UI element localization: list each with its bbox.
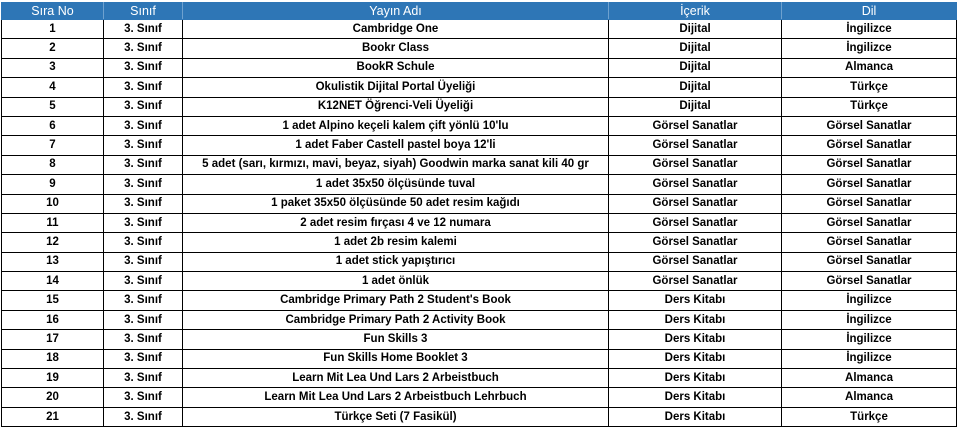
cell-icerik: Ders Kitabı (609, 369, 782, 388)
cell-sira-no: 18 (2, 349, 104, 368)
cell-sira-no: 3 (2, 58, 104, 77)
cell-sinif: 3. Sınıf (104, 233, 183, 252)
cell-dil: İngilizce (782, 310, 957, 329)
table-header (2, 3, 957, 20)
cell-yayin-adi: Okulistik Dijital Portal Üyeliği (183, 78, 609, 97)
table-body (2, 20, 957, 427)
cell-sira-no: 20 (2, 388, 104, 407)
table-row (2, 194, 957, 213)
cell-dil: İngilizce (782, 39, 957, 58)
cell-icerik: Ders Kitabı (609, 310, 782, 329)
cell-icerik: Görsel Sanatlar (609, 213, 782, 232)
cell-icerik: Ders Kitabı (609, 330, 782, 349)
cell-dil: Görsel Sanatlar (782, 272, 957, 291)
cell-dil: Görsel Sanatlar (782, 175, 957, 194)
column-header-dil: Dil (782, 3, 957, 20)
cell-dil: Görsel Sanatlar (782, 213, 957, 232)
cell-sinif: 3. Sınıf (104, 175, 183, 194)
cell-icerik: Dijital (609, 78, 782, 97)
cell-sira-no: 1 (2, 20, 104, 39)
cell-sira-no: 13 (2, 252, 104, 271)
table-row (2, 369, 957, 388)
cell-icerik: Dijital (609, 20, 782, 39)
cell-yayin-adi: 1 adet 35x50 ölçüsünde tuval (183, 175, 609, 194)
cell-icerik: Dijital (609, 97, 782, 116)
cell-sira-no: 4 (2, 78, 104, 97)
table-row (2, 407, 957, 426)
cell-yayin-adi: Learn Mit Lea Und Lars 2 Arbeistbuch Lehrbuch (183, 388, 609, 407)
cell-yayin-adi: Fun Skills 3 (183, 330, 609, 349)
cell-yayin-adi: BookR Schule (183, 58, 609, 77)
cell-icerik: Görsel Sanatlar (609, 116, 782, 135)
table-row (2, 272, 957, 291)
column-header-yayin-adi: Yayın Adı (183, 3, 609, 20)
cell-dil: Görsel Sanatlar (782, 136, 957, 155)
cell-sinif: 3. Sınıf (104, 155, 183, 174)
cell-dil: Almanca (782, 388, 957, 407)
cell-icerik: Ders Kitabı (609, 291, 782, 310)
cell-sinif: 3. Sınıf (104, 388, 183, 407)
cell-sira-no: 2 (2, 39, 104, 58)
cell-icerik: Ders Kitabı (609, 388, 782, 407)
cell-sinif: 3. Sınıf (104, 407, 183, 426)
cell-sinif: 3. Sınıf (104, 310, 183, 329)
column-header-icerik: İçerik (609, 3, 782, 20)
cell-dil: Görsel Sanatlar (782, 116, 957, 135)
table-row (2, 155, 957, 174)
cell-yayin-adi: 2 adet resim fırçası 4 ve 12 numara (183, 213, 609, 232)
table-row (2, 136, 957, 155)
cell-yayin-adi: 5 adet (sarı, kırmızı, mavi, beyaz, siyah) Goodwin marka sanat kili 40 gr (183, 155, 609, 174)
cell-dil: İngilizce (782, 330, 957, 349)
cell-sira-no: 15 (2, 291, 104, 310)
cell-yayin-adi: 1 adet stick yapıştırıcı (183, 252, 609, 271)
cell-dil: İngilizce (782, 20, 957, 39)
table-row (2, 39, 957, 58)
cell-sinif: 3. Sınıf (104, 330, 183, 349)
cell-sinif: 3. Sınıf (104, 58, 183, 77)
cell-yayin-adi: 1 adet 2b resim kalemi (183, 233, 609, 252)
cell-yayin-adi: Cambridge Primary Path 2 Student's Book (183, 291, 609, 310)
cell-sinif: 3. Sınıf (104, 78, 183, 97)
cell-sira-no: 12 (2, 233, 104, 252)
table-row (2, 388, 957, 407)
table-row (2, 213, 957, 232)
cell-dil: Türkçe (782, 407, 957, 426)
table-row (2, 252, 957, 271)
cell-yayin-adi: Learn Mit Lea Und Lars 2 Arbeistbuch (183, 369, 609, 388)
cell-sira-no: 5 (2, 97, 104, 116)
cell-sira-no: 11 (2, 213, 104, 232)
cell-dil: İngilizce (782, 349, 957, 368)
cell-dil: Görsel Sanatlar (782, 233, 957, 252)
table-row (2, 20, 957, 39)
cell-sira-no: 16 (2, 310, 104, 329)
cell-sinif: 3. Sınıf (104, 97, 183, 116)
cell-sira-no: 9 (2, 175, 104, 194)
cell-sira-no: 8 (2, 155, 104, 174)
table-row (2, 116, 957, 135)
cell-icerik: Dijital (609, 58, 782, 77)
cell-yayin-adi: Türkçe Seti (7 Fasikül) (183, 407, 609, 426)
cell-sinif: 3. Sınıf (104, 194, 183, 213)
cell-sinif: 3. Sınıf (104, 20, 183, 39)
book-list-table (1, 2, 957, 427)
cell-yayin-adi: 1 paket 35x50 ölçüsünde 50 adet resim kağıdı (183, 194, 609, 213)
cell-yayin-adi: Bookr Class (183, 39, 609, 58)
cell-sira-no: 6 (2, 116, 104, 135)
cell-sira-no: 10 (2, 194, 104, 213)
table-row (2, 78, 957, 97)
cell-sinif: 3. Sınıf (104, 252, 183, 271)
cell-sinif: 3. Sınıf (104, 39, 183, 58)
column-header-sinif: Sınıf (104, 3, 183, 20)
table-row (2, 330, 957, 349)
cell-dil: Almanca (782, 58, 957, 77)
cell-sinif: 3. Sınıf (104, 369, 183, 388)
cell-dil: Türkçe (782, 78, 957, 97)
cell-sinif: 3. Sınıf (104, 116, 183, 135)
cell-sinif: 3. Sınıf (104, 213, 183, 232)
cell-icerik: Görsel Sanatlar (609, 252, 782, 271)
cell-sira-no: 19 (2, 369, 104, 388)
cell-dil: İngilizce (782, 291, 957, 310)
header-row (2, 3, 957, 20)
cell-dil: Görsel Sanatlar (782, 194, 957, 213)
cell-dil: Görsel Sanatlar (782, 155, 957, 174)
cell-icerik: Ders Kitabı (609, 349, 782, 368)
table-row (2, 349, 957, 368)
cell-sinif: 3. Sınıf (104, 272, 183, 291)
table-row (2, 58, 957, 77)
column-header-sira-no: Sıra No (2, 3, 104, 20)
cell-icerik: Görsel Sanatlar (609, 175, 782, 194)
cell-yayin-adi: 1 adet önlük (183, 272, 609, 291)
cell-sinif: 3. Sınıf (104, 136, 183, 155)
cell-icerik: Görsel Sanatlar (609, 233, 782, 252)
cell-sinif: 3. Sınıf (104, 349, 183, 368)
cell-yayin-adi: 1 adet Alpino keçeli kalem çift yönlü 10'lu (183, 116, 609, 135)
cell-dil: Almanca (782, 369, 957, 388)
cell-sira-no: 7 (2, 136, 104, 155)
table-row (2, 175, 957, 194)
table-row (2, 233, 957, 252)
cell-yayin-adi: K12NET Öğrenci-Veli Üyeliği (183, 97, 609, 116)
cell-icerik: Görsel Sanatlar (609, 136, 782, 155)
cell-icerik: Dijital (609, 39, 782, 58)
cell-yayin-adi: 1 adet Faber Castell pastel boya 12'li (183, 136, 609, 155)
cell-icerik: Görsel Sanatlar (609, 194, 782, 213)
table-row (2, 310, 957, 329)
cell-sira-no: 17 (2, 330, 104, 349)
cell-icerik: Görsel Sanatlar (609, 272, 782, 291)
cell-dil: Görsel Sanatlar (782, 252, 957, 271)
table-row (2, 97, 957, 116)
cell-yayin-adi: Cambridge Primary Path 2 Activity Book (183, 310, 609, 329)
cell-icerik: Görsel Sanatlar (609, 155, 782, 174)
cell-icerik: Ders Kitabı (609, 407, 782, 426)
cell-sinif: 3. Sınıf (104, 291, 183, 310)
table-row (2, 291, 957, 310)
cell-yayin-adi: Cambridge One (183, 20, 609, 39)
cell-sira-no: 14 (2, 272, 104, 291)
cell-sira-no: 21 (2, 407, 104, 426)
cell-yayin-adi: Fun Skills Home Booklet 3 (183, 349, 609, 368)
cell-dil: Türkçe (782, 97, 957, 116)
